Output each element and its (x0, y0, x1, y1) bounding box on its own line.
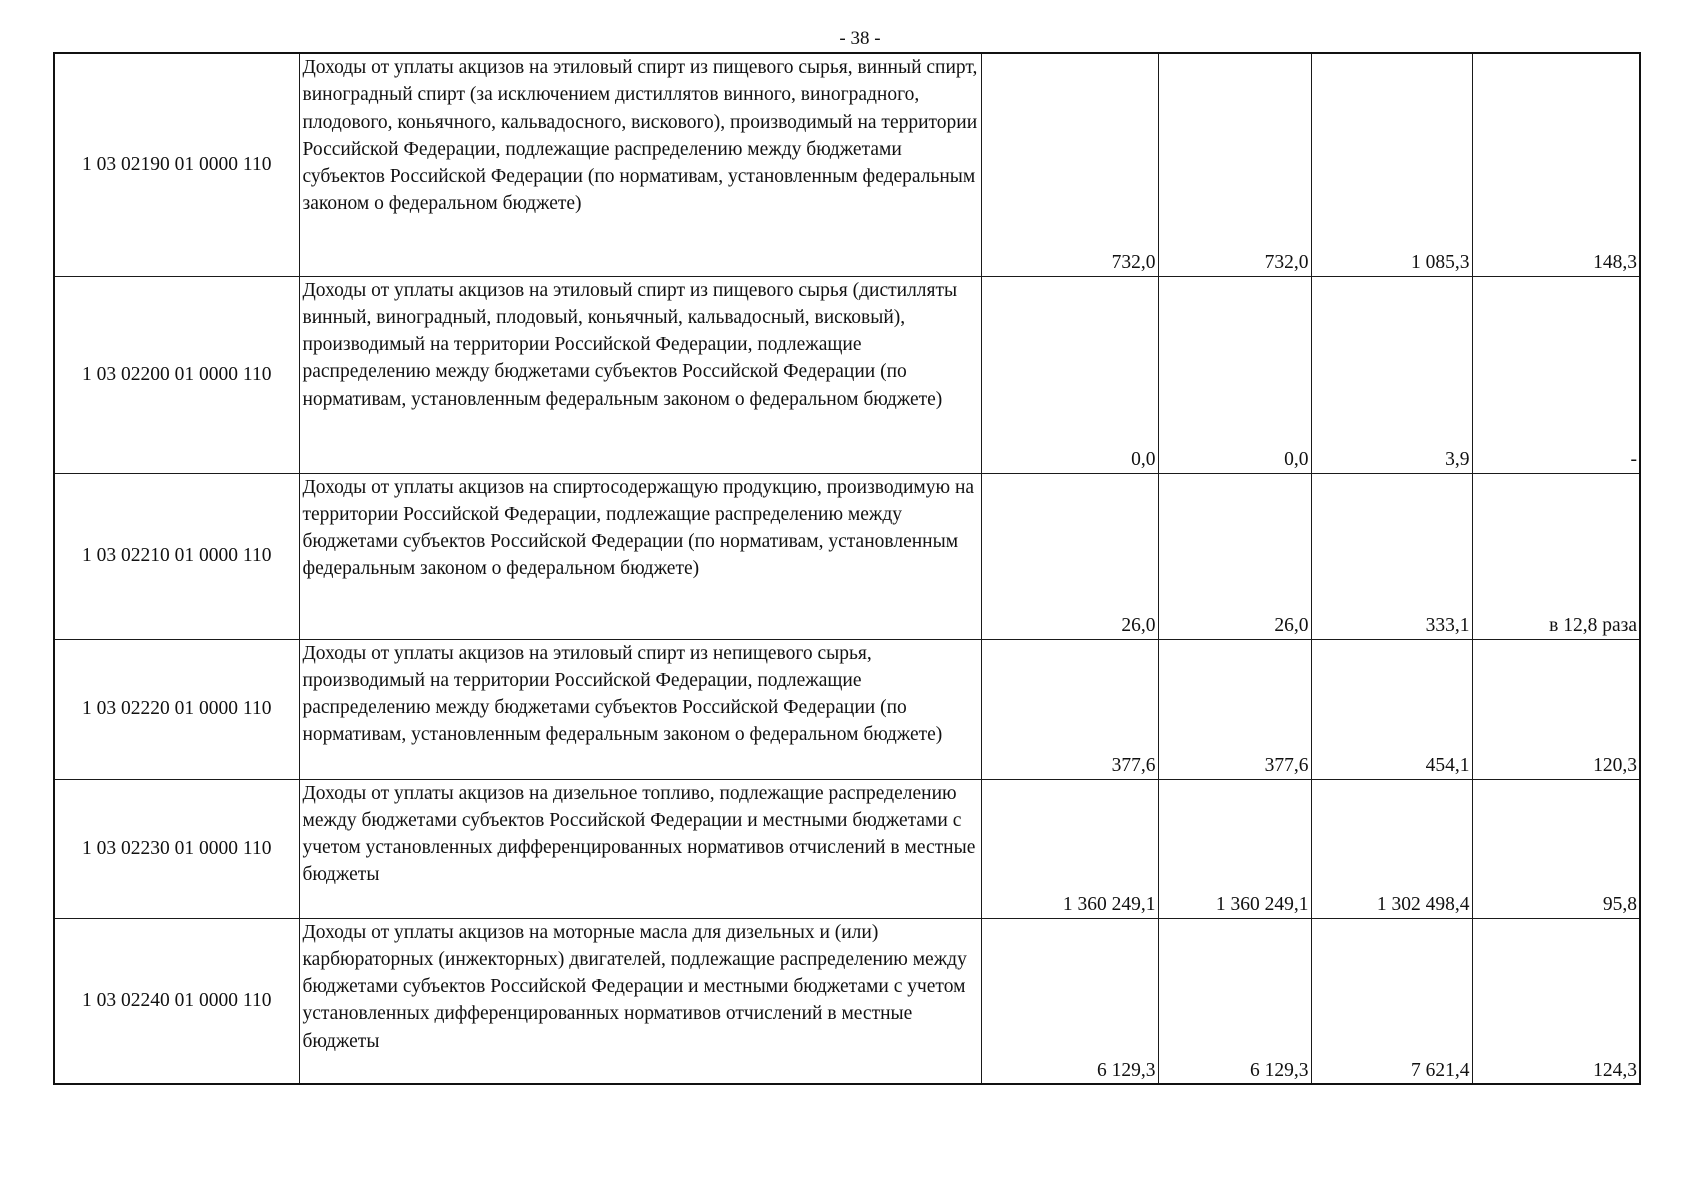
description-cell (299, 276, 981, 473)
value-cell-1 (981, 276, 1158, 473)
value-3: 1 302 498,4 (1376, 894, 1470, 916)
value-cell-1 (981, 53, 1158, 276)
percent-value: 95,8 (1602, 894, 1637, 916)
percent-value: 148,3 (1593, 252, 1637, 274)
budget-code-cell: 1 03 02230 01 0000 110 (54, 779, 299, 918)
value-cell-2 (1158, 473, 1311, 639)
percent-value: 120,3 (1593, 755, 1637, 777)
value-cell-1 (981, 639, 1158, 779)
value-cell-2 (1158, 639, 1311, 779)
percent-value: - (1630, 449, 1637, 471)
table-row (54, 473, 1640, 639)
percent-cell (1472, 918, 1640, 1084)
value-cell-2 (1158, 918, 1311, 1084)
percent-cell (1472, 473, 1640, 639)
table-row (54, 53, 1640, 276)
excise-revenue-table (53, 52, 1641, 1085)
value-cell-3 (1311, 276, 1472, 473)
description-cell (299, 473, 981, 639)
description-text: Доходы от уплаты акцизов на спиртосодержащую продукцию, производимую на территории Российской Федерации, подлежащие распределению между бюджетами субъектов Российской Федерации (по нормативам, установленным федеральным законом о федеральном бюджете) (302, 476, 975, 580)
value-3: 333,1 (1425, 615, 1470, 637)
description-cell (299, 918, 981, 1084)
value-cell-1 (981, 473, 1158, 639)
value-2: 732,0 (1264, 252, 1309, 274)
page-number: - 38 - (839, 28, 881, 49)
budget-code-cell: 1 03 02190 01 0000 110 (54, 53, 299, 276)
value-cell-3 (1311, 473, 1472, 639)
percent-cell (1472, 779, 1640, 918)
budget-code-cell: 1 03 02200 01 0000 110 (54, 276, 299, 473)
value-cell-1 (981, 918, 1158, 1084)
table-row (54, 779, 1640, 918)
value-2: 377,6 (1264, 755, 1309, 777)
value-cell-3 (1311, 53, 1472, 276)
percent-cell (1472, 276, 1640, 473)
description-text: Доходы от уплаты акцизов на дизельное топливо, подлежащие распределению между бюджетами субъектов Российской Федерации и местными бюджетами с учетом установленных дифференцированных нормативов отчислений в местные бюджеты (302, 782, 976, 886)
percent-value: 124,3 (1593, 1059, 1637, 1081)
value-1: 26,0 (1121, 615, 1156, 637)
description-cell (299, 639, 981, 779)
percent-cell (1472, 639, 1640, 779)
table-row (54, 276, 1640, 473)
value-1: 732,0 (1111, 252, 1156, 274)
description-text: Доходы от уплаты акцизов на этиловый спирт из непищевого сырья, производимый на территории Российской Федерации, подлежащие распределению между бюджетами субъектов Российской Федерации (по нормативам, установленным федеральным законом о федеральном бюджете) (302, 642, 943, 746)
description-text: Доходы от уплаты акцизов на этиловый спирт из пищевого сырья, винный спирт, виноградный спирт (за исключением дистиллятов винного, виноградного, плодового, коньячного, кальвадосного, вискового), производимый на территории Российской Федерации, подлежащие распределению между бюджетами субъектов Российской Федерации (по нормативам, установленным федеральным законом о федеральном бюджете) (302, 57, 978, 215)
description-text: Доходы от уплаты акцизов на этиловый спирт из пищевого сырья (дистилляты винный, виноградный, плодовый, коньячный, кальвадосный, висковый), производимый на территории Российской Федерации, подлежащие распределению между бюджетами субъектов Российской Федерации (по нормативам, установленным федеральным законом о федеральном бюджете) (302, 279, 958, 410)
table-row (54, 918, 1640, 1084)
value-cell-2 (1158, 53, 1311, 276)
value-3: 1 085,3 (1411, 252, 1470, 274)
value-cell-3 (1311, 918, 1472, 1084)
budget-code-cell: 1 03 02210 01 0000 110 (54, 473, 299, 639)
value-3: 454,1 (1425, 755, 1470, 777)
value-1: 377,6 (1111, 755, 1156, 777)
budget-code-cell: 1 03 02240 01 0000 110 (54, 918, 299, 1084)
value-3: 7 621,4 (1411, 1059, 1470, 1081)
value-cell-1 (981, 779, 1158, 918)
value-1: 0,0 (1131, 449, 1156, 471)
percent-cell (1472, 53, 1640, 276)
budget-code-cell: 1 03 02220 01 0000 110 (54, 639, 299, 779)
description-cell (299, 779, 981, 918)
value-3: 3,9 (1445, 449, 1470, 471)
value-2: 1 360 249,1 (1215, 894, 1309, 916)
value-cell-2 (1158, 779, 1311, 918)
description-cell (299, 53, 981, 276)
value-2: 26,0 (1274, 615, 1309, 637)
value-2: 6 129,3 (1250, 1059, 1309, 1081)
table-row (54, 639, 1640, 779)
percent-value: в 12,8 раза (1549, 615, 1637, 637)
value-cell-3 (1311, 639, 1472, 779)
value-cell-3 (1311, 779, 1472, 918)
description-text: Доходы от уплаты акцизов на моторные масла для дизельных и (или) карбюраторных (инжекторных) двигателей, подлежащие распределению между бюджетами субъектов Российской Федерации и местными бюджетами с учетом установленных дифференцированных нормативов отчислений в местные бюджеты (302, 921, 967, 1052)
value-cell-2 (1158, 276, 1311, 473)
value-1: 6 129,3 (1097, 1059, 1156, 1081)
value-2: 0,0 (1284, 449, 1309, 471)
value-1: 1 360 249,1 (1062, 894, 1156, 916)
